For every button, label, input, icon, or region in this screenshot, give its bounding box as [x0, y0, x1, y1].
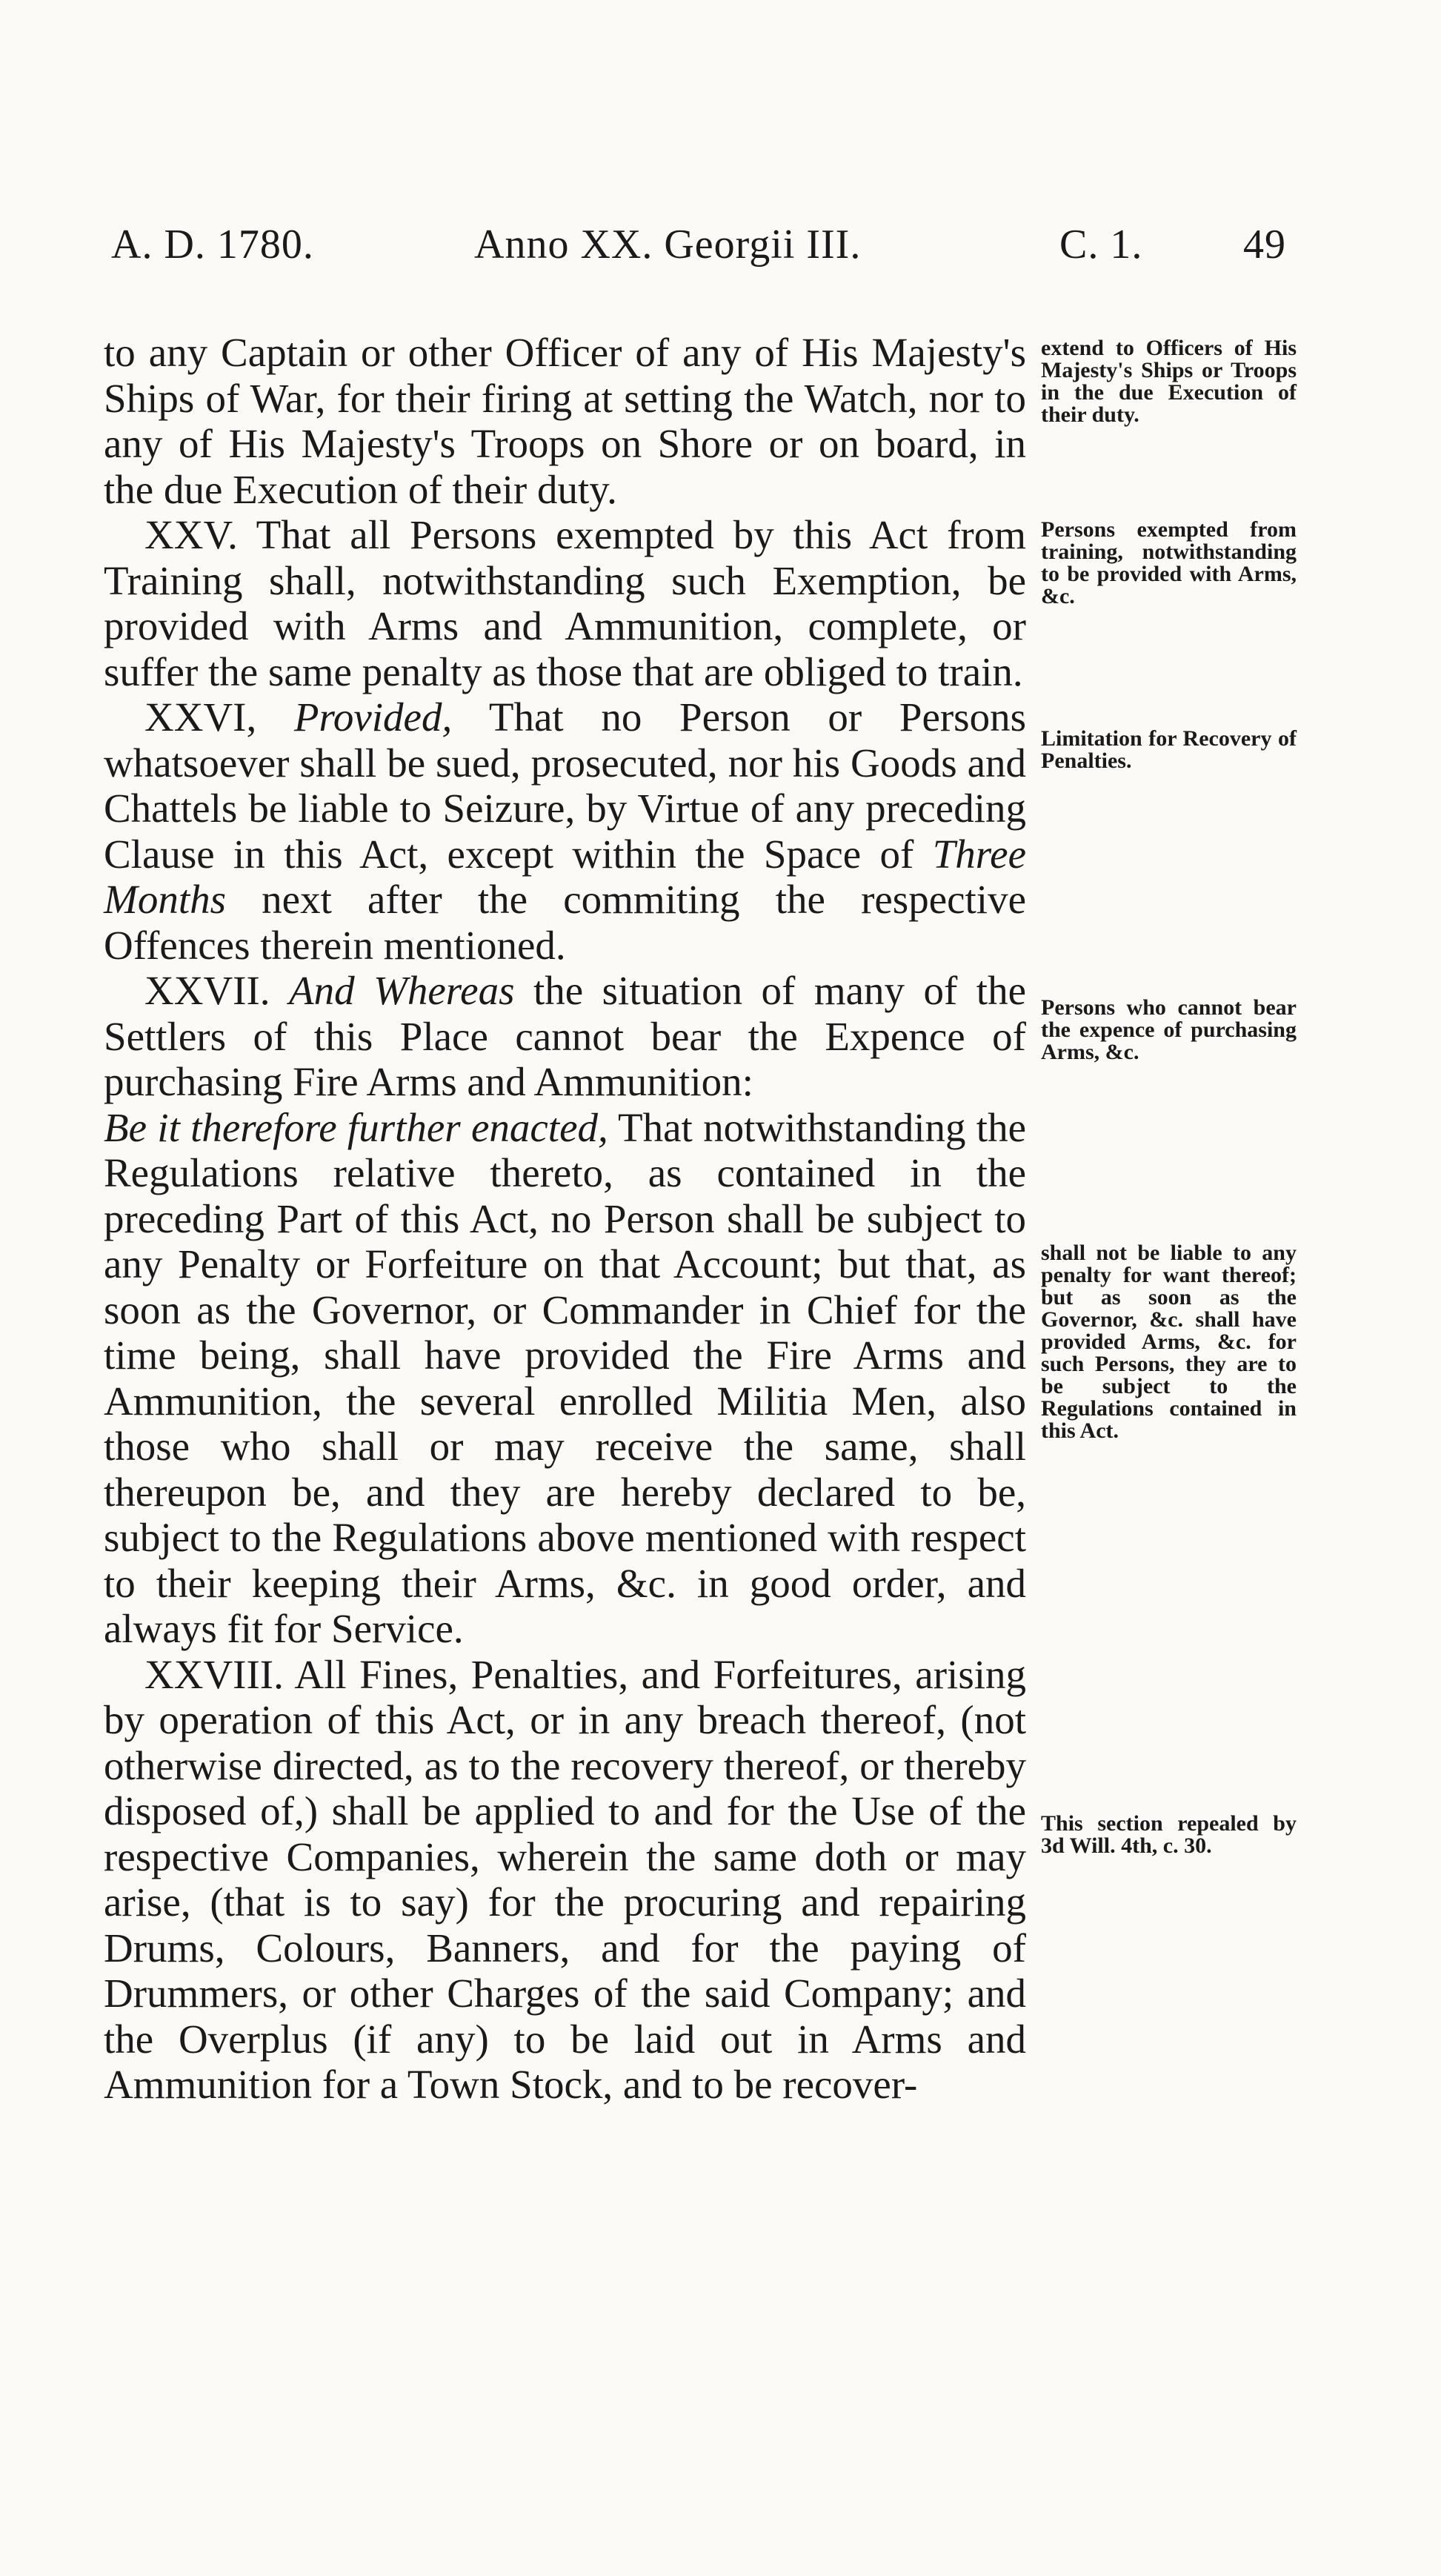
section-xxv: XXV. That all Persons exempted by this Act from Training shall, notwithstanding such Exemption, be provided with Arms and Ammunition, complete, or suffer the same penalty as those that are obliged to train. — [104, 512, 1026, 694]
main-text — [104, 330, 1026, 2108]
margin-note-officers: extend to Officers of His Majesty's Ships or Troops in the due Execution of their duty. — [1041, 336, 1297, 427]
margin-note-expence: Persons who cannot bear the expence of purchasing Arms, &c. — [1041, 995, 1297, 1064]
section-xxvi: XXVI, Provided, That no Person or Persons whatsoever shall be sued, prosecuted, nor his Goods and Chattels be liable to Seizure, by Virtue of any preceding Clause in this Act, except within the Space of Three Months next after the commiting the respective Offences therein mentioned. — [104, 694, 1026, 968]
header-regnal-year: Anno XX. Georgii III. — [474, 222, 862, 268]
margin-note-repealed: This section repealed by 3d Will. 4th, c. 30. — [1041, 1811, 1297, 1858]
running-header — [104, 221, 1304, 288]
header-chapter: C. 1. — [1059, 222, 1143, 268]
margin-note-exempted: Persons exempted from training, notwithstanding to be provided with Arms, &c. — [1041, 517, 1297, 608]
section-xxvii: XXVII. And Whereas the situation of many of the Settlers of this Place cannot bear the Expence of purchasing Fire Arms and Ammunition: — [104, 968, 1026, 1104]
section-xxviii: XXVIII. All Fines, Penalties, and Forfeitures, arising by operation of this Act, or in any breach thereof, (not otherwise directed, as to the recovery thereof, or thereby disposed of,) shall be applied to and for the Use of the respective Companies, wherein the same doth or may arise, (that is to say) for the procuring and repairing Drums, Colours, Banners, and for the paying of Drummers, or other Charges of the said Company; and the Overplus (if any) to be laid out in Arms and Ammunition for a Town Stock, and to be recover- — [104, 1651, 1026, 2107]
margin-note-limitation: Limitation for Recovery of Penalties. — [1041, 726, 1297, 773]
page-number: 49 — [1243, 222, 1286, 268]
section-xxvii-enactment: Be it therefore further enacted, That notwithstanding the Regulations relative thereto, as contained in the preceding Part of this Act, no Person shall be subject to any Penalty or Forfeiture on that Account; but that, as soon as the Governor, or Commander in Chief for the time being, shall have provided the Fire Arms and Ammunition, the several enrolled Militia Men, also those who shall or may receive the same, shall thereupon be, and they are hereby declared to be, subject to the Regulations above mentioned with respect to their keeping their Arms, &c. in good order, and always fit for Service. — [104, 1104, 1026, 1651]
margin-note-liability: shall not be liable to any penalty for want thereof; but as soon as the Governor, &c. shall have provided Arms, &c. for such Persons, they are to be subject to the Regulations contained in this Act. — [1041, 1241, 1297, 1443]
paragraph-continuation: to any Captain or other Officer of any of His Majesty's Ships of War, for their firing at setting the Watch, nor to any of His Majesty's Troops on Shore or on board, in the due Execution of their duty. — [104, 330, 1026, 512]
header-date: A. D. 1780. — [111, 222, 314, 268]
